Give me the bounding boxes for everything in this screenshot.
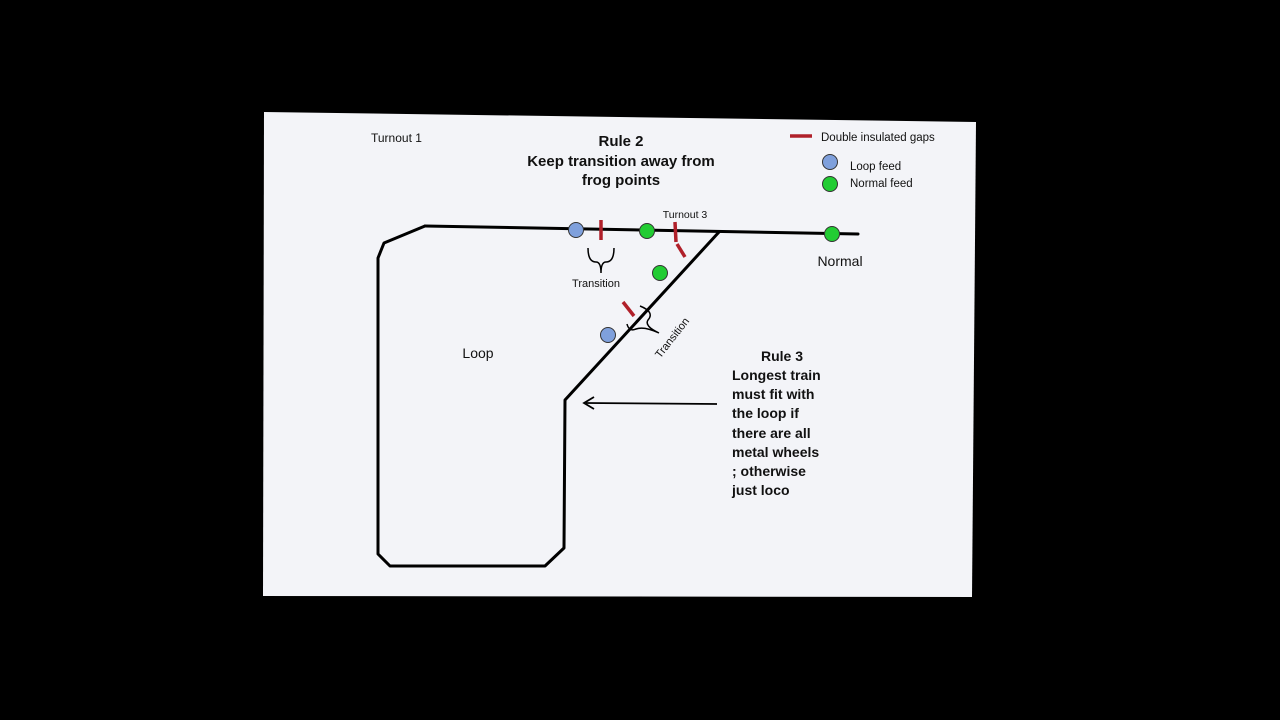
rule2-line1: Keep transition away from	[527, 153, 715, 170]
loop-label: Loop	[462, 345, 494, 361]
rule3-line: there are all	[732, 425, 811, 441]
normal-feed-right	[825, 227, 840, 242]
legend-normal-feed-label: Normal feed	[850, 178, 913, 190]
rule3-arrow	[586, 403, 717, 404]
turnout-3-label: Turnout 3	[662, 209, 708, 221]
rule3-line: just loco	[732, 482, 790, 498]
transition-label-diagonal: Transition	[653, 315, 693, 361]
normal-feed-diagonal	[653, 266, 668, 281]
rule3-line: Longest train	[732, 367, 821, 383]
loop-feed-diagonal	[601, 328, 616, 343]
normal-feed-top	[640, 224, 655, 239]
rule3-line: ; otherwise	[732, 463, 806, 479]
legend-loop-feed-dot	[823, 155, 838, 170]
rule2-line2: frog points	[581, 172, 661, 189]
loop-feed-top	[569, 223, 584, 238]
rule3-line: metal wheels	[732, 444, 820, 460]
turnout-1-label: Turnout 1	[371, 131, 422, 145]
insulated-gap-2	[675, 222, 676, 242]
rule3-title: Rule 3	[760, 348, 804, 364]
transition-label-top: Transition	[572, 278, 620, 290]
rule3-line: the loop if	[732, 405, 799, 421]
rule2-title: Rule 2	[598, 133, 644, 150]
rule3-line: must fit with	[732, 386, 815, 402]
normal-label: Normal	[817, 253, 863, 269]
legend-loop-feed-label: Loop feed	[850, 161, 902, 173]
legend-normal-feed-dot	[823, 177, 838, 192]
legend-gap-label: Double insulated gaps	[821, 132, 935, 144]
